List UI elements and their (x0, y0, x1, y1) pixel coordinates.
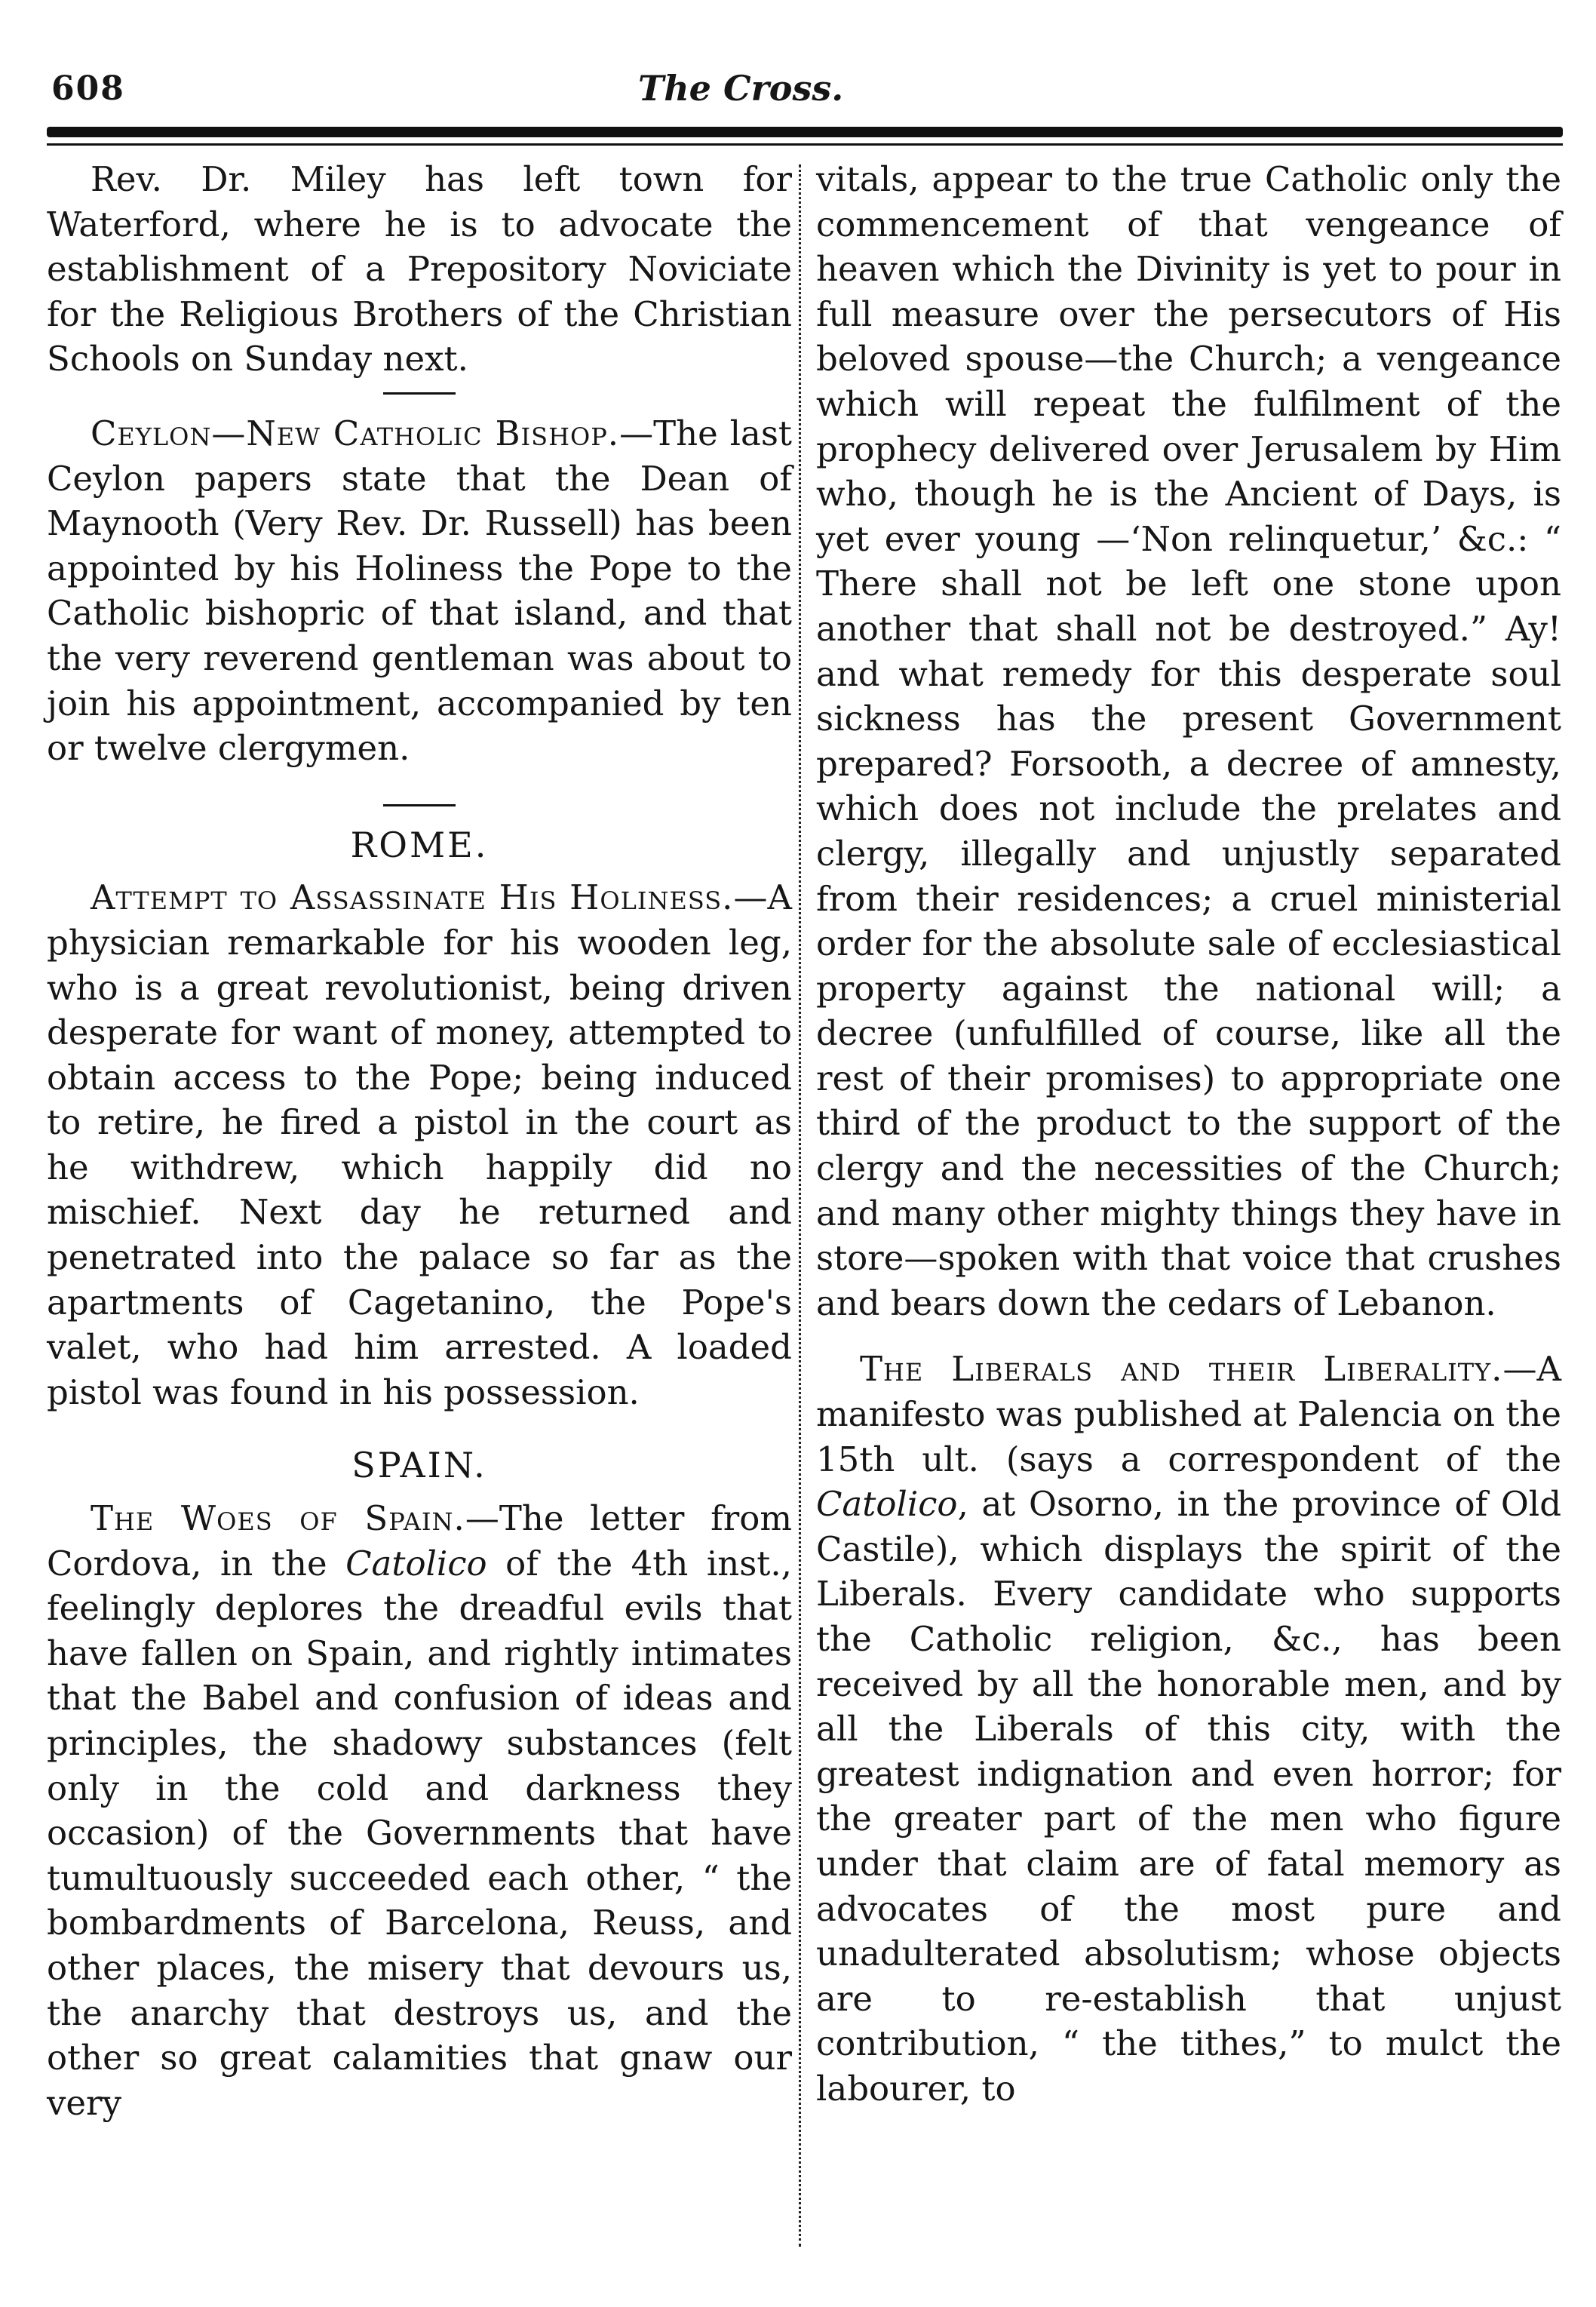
spain-paragraph (47, 1496, 792, 2125)
ceylon-heading: Ceylon—New Catholic Bishop. (91, 413, 620, 453)
vengeance-paragraph: vitals, appear to the true Catholic only the commencement of that vengeance of heaven which the Divinity is yet to pour in full measure over the persecutors of His beloved spouse—the Church; a vengeance which will repeat the fulfilment of the prophecy delivered over Jerusalem by Him who, though he is the Ancient of Days, is yet ever young —‘Non relinquetur,’ &c.: “ There shall not be left one stone upon another that shall not be destroyed.” Ay! and what remedy for this desperate soul sickness has the present Government prepared? Forsooth, a decree of amnesty, which does not include the prelates and clergy, illegally and unjustly separated from their residences; a cruel ministerial order for the absolute sale of ecclesiastical property against the national will; a decree (unfulfilled of course, like all the rest of their promises) to appropriate one third of the product to the support of the clergy and the necessities of the Church; and many other mighty things they have in store—spoken with that voice that crushes and bears down the cedars of Lebanon. (816, 159, 1561, 1323)
running-head: The Cross. (638, 68, 844, 109)
rome-paragraph (47, 875, 792, 1415)
section-rule (383, 804, 456, 806)
spain-lead: The Woes of Spain. (91, 1498, 465, 1539)
spain-text-1: —The letter from Cordova, in the (47, 1498, 793, 1584)
spain-heading: SPAIN. (351, 1445, 487, 1486)
spain-text-2: of the 4th inst., feelingly deplores the dreadful evils that have fallen on Spain, and rightly intimates that the Babel and confusion of ideas and principles, the shadowy substances (felt only in the cold and darkness they occasion) of the Governments that have tumultuously succeeded each other, “ the bombardments of Barcelona, Reuss, and other places, the misery that devours us, the anarchy that destroys us, and the other so great calamities that gnaw our very (47, 1543, 792, 2123)
right-column (816, 157, 1561, 2112)
ceylon-paragraph (47, 411, 792, 771)
rome-heading: ROME. (350, 824, 489, 865)
rome-lead: Attempt to Assassinate His Holiness. (91, 877, 734, 918)
rome-text: —A physician remarkable for his wooden leg, who is a great revolutionist, being driven desperate for want of money, attempted to obtain access to the Pope; being induced to retire, he fired a pistol in the court as he withdrew, which happily did no mischief. Next day he returned and penetrated into the palace so far as the apartments of Cagetanino, the Pope's valet, who had him arrested. A loaded pistol was found in his possession. (47, 877, 792, 1412)
liberals-lead: The Liberals and their Liberality. (860, 1349, 1503, 1390)
liberals-text-2: , at Osorno, in the province of Old Castile), which displays the spirit of the Liberals. Every candidate who supports the Catholic religion, &c., has been received by all the honorable men, and by all the Liberals of this city, with the greatest indignation and even horror; for the greater part of the men who figure under that claim are of fatal memory as advocates of the most pure and unadulterated absolutism; whose objects are to re-establish that unjust contribution, “ the tithes,” to mulct the labourer, to (816, 1484, 1561, 2109)
miley-paragraph: Rev. Dr. Miley has left town for Waterford, where he is to advocate the establishment of a Prepository Noviciate for the Religious Brothers of the Christian Schools on Sunday next. (47, 159, 792, 379)
liberals-italic: Catolico (816, 1484, 958, 1525)
section-rule (383, 392, 456, 395)
header-rule-thick (47, 127, 1563, 137)
ceylon-text: —The last Ceylon papers state that the Dean of Maynooth (Very Rev. Dr. Russell) has been appointed by his Holiness the Pope to the Catholic bishopric of that island, and that the very reverend gentleman was about to join his appointment, accompanied by ten or twelve clergymen. (47, 413, 792, 769)
spain-italic: Catolico (345, 1543, 487, 1584)
left-column (47, 157, 792, 2125)
header-rule-thin (47, 143, 1563, 146)
liberals-paragraph (816, 1347, 1561, 2111)
liberals-text-1: —A manifesto was published at Palencia on the 15th ult. (says a correspondent of the (816, 1349, 1561, 1479)
column-divider (799, 164, 801, 2247)
page-number: 608 (51, 69, 125, 108)
